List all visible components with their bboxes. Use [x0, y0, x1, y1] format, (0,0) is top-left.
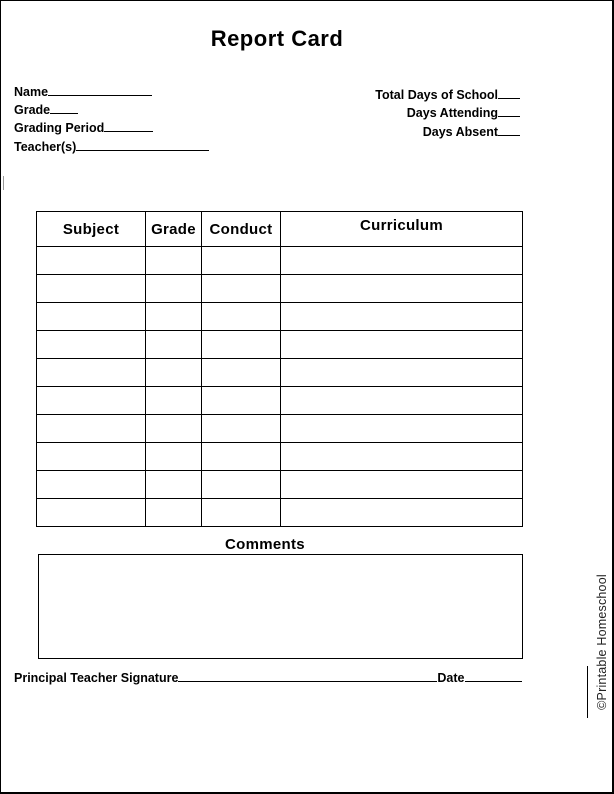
stray-mark	[3, 176, 4, 190]
name-field[interactable]	[14, 84, 152, 99]
signature-line[interactable]	[178, 670, 437, 682]
days-attending-label: Days Attending	[406, 106, 498, 120]
teacher-label: Teacher(s)	[14, 140, 77, 154]
subject-cell[interactable]	[37, 471, 146, 499]
days-absent-line[interactable]	[498, 124, 520, 136]
grade-cell[interactable]	[146, 443, 202, 471]
header-subject: Subject	[37, 212, 146, 247]
conduct-cell[interactable]	[202, 275, 281, 303]
curriculum-cell[interactable]	[281, 247, 523, 275]
curriculum-cell[interactable]	[281, 443, 523, 471]
curriculum-cell[interactable]	[281, 415, 523, 443]
grade-cell[interactable]	[146, 359, 202, 387]
date-line[interactable]	[465, 670, 522, 682]
table-row	[37, 499, 523, 527]
subject-cell[interactable]	[37, 499, 146, 527]
conduct-cell[interactable]	[202, 499, 281, 527]
grade-field[interactable]	[14, 102, 78, 117]
table-row	[37, 359, 523, 387]
name-label: Name	[14, 85, 49, 99]
subject-cell[interactable]	[37, 359, 146, 387]
curriculum-cell[interactable]	[281, 387, 523, 415]
conduct-cell[interactable]	[202, 331, 281, 359]
conduct-cell[interactable]	[202, 247, 281, 275]
grading-period-line[interactable]	[104, 120, 153, 132]
grade-cell[interactable]	[146, 471, 202, 499]
comments-label: Comments	[225, 536, 305, 553]
grade-cell[interactable]	[146, 247, 202, 275]
signature-row	[14, 670, 522, 685]
watermark-text: ©Printable Homeschool	[595, 574, 609, 710]
date-label: Date	[437, 671, 465, 685]
table-row	[37, 275, 523, 303]
watermark-divider	[587, 666, 588, 718]
curriculum-cell[interactable]	[281, 499, 523, 527]
total-days-line[interactable]	[498, 87, 520, 99]
grade-cell[interactable]	[146, 303, 202, 331]
curriculum-cell[interactable]	[281, 303, 523, 331]
subject-cell[interactable]	[37, 303, 146, 331]
teacher-field[interactable]	[14, 139, 209, 154]
grading-period-field[interactable]	[14, 120, 153, 135]
grading-period-label: Grading Period	[14, 121, 105, 135]
page-border-top	[0, 0, 614, 1]
header-conduct: Conduct	[202, 212, 281, 247]
subject-cell[interactable]	[37, 387, 146, 415]
name-line[interactable]	[48, 84, 152, 96]
conduct-cell[interactable]	[202, 303, 281, 331]
page-border-left	[0, 0, 1, 794]
header-curriculum: Curriculum	[281, 212, 523, 247]
curriculum-cell[interactable]	[281, 471, 523, 499]
table-row	[37, 415, 523, 443]
days-attending-field[interactable]	[407, 105, 520, 120]
signature-label: Principal Teacher Signature	[14, 671, 179, 685]
conduct-cell[interactable]	[202, 443, 281, 471]
table-header-row	[37, 212, 523, 247]
subject-cell[interactable]	[37, 443, 146, 471]
teacher-line[interactable]	[76, 139, 209, 151]
grade-cell[interactable]	[146, 415, 202, 443]
grade-line[interactable]	[50, 102, 78, 114]
table-row	[37, 471, 523, 499]
total-days-field[interactable]	[375, 87, 520, 102]
conduct-cell[interactable]	[202, 359, 281, 387]
table-row	[37, 387, 523, 415]
table-row	[37, 247, 523, 275]
subject-cell[interactable]	[37, 247, 146, 275]
page-title: Report Card	[210, 26, 344, 51]
subject-cell[interactable]	[37, 415, 146, 443]
subject-cell[interactable]	[37, 275, 146, 303]
header-grade: Grade	[146, 212, 202, 247]
conduct-cell[interactable]	[202, 415, 281, 443]
curriculum-cell[interactable]	[281, 359, 523, 387]
total-days-label: Total Days of School	[375, 88, 498, 102]
watermark-container	[592, 566, 612, 718]
table-row	[37, 331, 523, 359]
conduct-cell[interactable]	[202, 387, 281, 415]
grades-table	[36, 211, 523, 527]
grade-cell[interactable]	[146, 331, 202, 359]
grade-cell[interactable]	[146, 499, 202, 527]
grade-cell[interactable]	[146, 275, 202, 303]
days-absent-field[interactable]	[423, 124, 520, 139]
days-attending-line[interactable]	[498, 105, 520, 117]
curriculum-cell[interactable]	[281, 275, 523, 303]
subject-cell[interactable]	[37, 331, 146, 359]
conduct-cell[interactable]	[202, 471, 281, 499]
comments-box[interactable]	[38, 554, 523, 659]
days-absent-label: Days Absent	[422, 125, 498, 139]
table-row	[37, 303, 523, 331]
table-row	[37, 443, 523, 471]
curriculum-cell[interactable]	[281, 331, 523, 359]
grade-label: Grade	[14, 103, 51, 117]
grade-cell[interactable]	[146, 387, 202, 415]
